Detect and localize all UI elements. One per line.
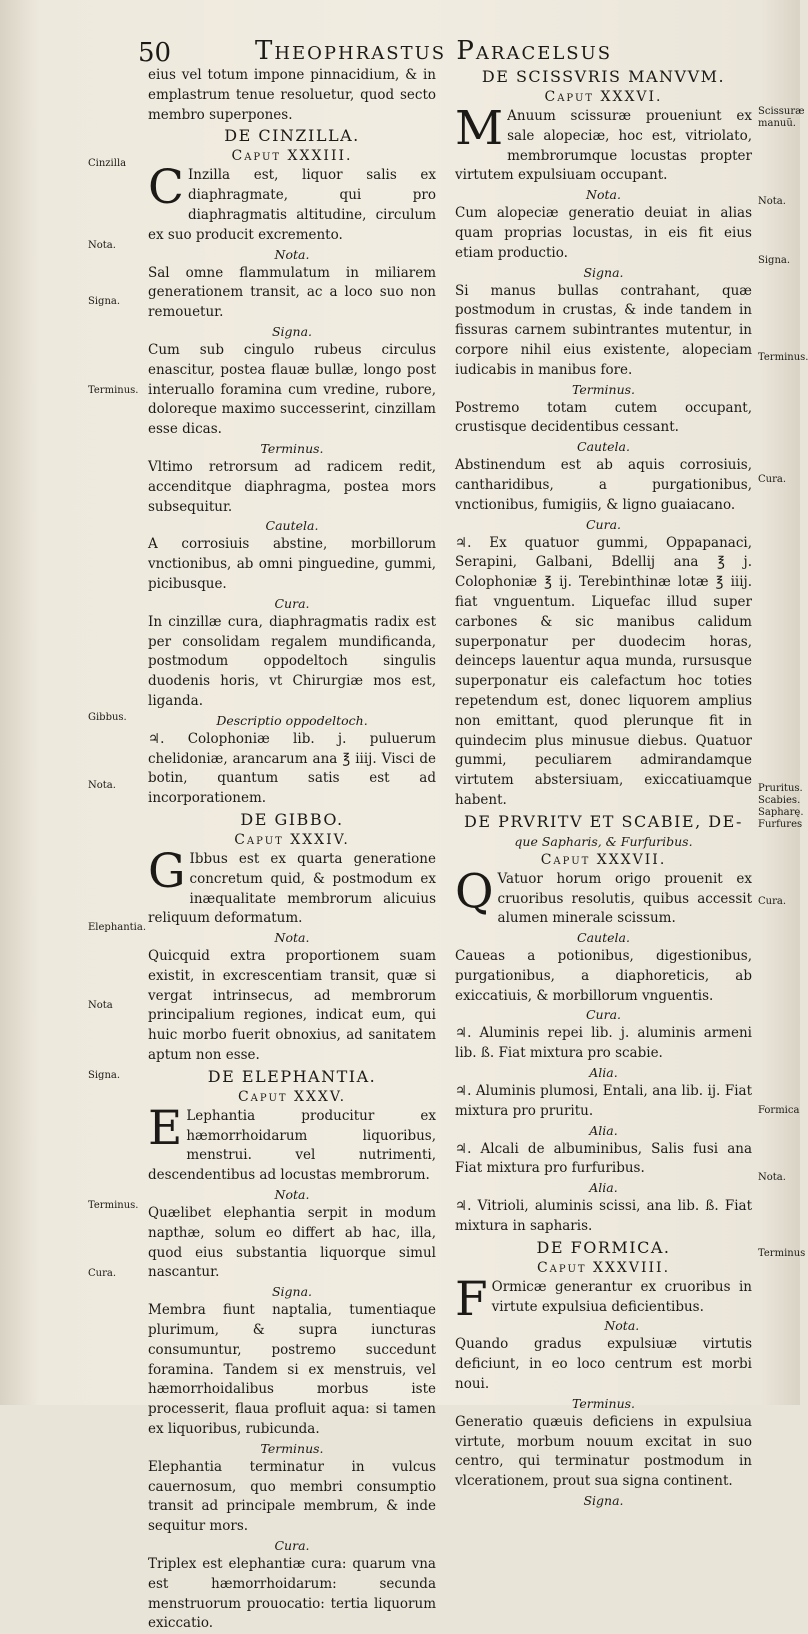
section-heading: DE FORMICA. <box>536 1237 671 1257</box>
subheading: Cautela. <box>577 930 630 946</box>
section-heading: DE SCISSVRIS MANVVM. <box>481 67 726 86</box>
marginal-note: Nota. <box>88 240 116 251</box>
paragraph: Abstinendum est ab aquis corrosiuis, cantharidibus, a purgationibus, vnctionibus, fumigiis, & ligno guaiacano. <box>455 457 752 513</box>
chapter-opening-paragraph <box>148 843 436 929</box>
subheading: Signa. <box>583 1493 624 1509</box>
drop-cap-initial: F <box>455 1271 488 1327</box>
paragraph: Cum alopeciæ generatio deuiat in alias quam proprias locustas, in eis fit eius etiam productio. <box>455 205 752 261</box>
page-header <box>0 30 800 70</box>
subheading: Nota. <box>274 1187 310 1203</box>
marginal-note: Signa. <box>88 1070 121 1081</box>
subheading: Cura. <box>274 1538 310 1554</box>
paragraph: Generatio quæuis deficiens in expulsiua virtute, morbum nouum excitat in suo centro, qui terminatur postmodum in vlcerationem, prout sua signa continent. <box>455 1413 752 1490</box>
marginal-note: Cura. <box>758 896 787 907</box>
paragraph: Quælibet elephantia serpit in modum napthæ, solum eo differt ab hac, illa, quod eius substantia liquorque simul nascantur. <box>148 1205 436 1281</box>
marginal-note: Elephantia. <box>88 922 147 933</box>
chapter-number: Caput XXXVII. <box>540 851 667 868</box>
paragraph: Quicquid extra proportionem suam existit, in excrescentiam transit, quæ si vergat intrinsecus, ad membrorum principalium regiones, indicat eum, qui huic morbo fuerit obnoxius, ad sanitatem aptum non esse. <box>148 948 436 1064</box>
marginal-note: Gibbus. <box>88 712 127 723</box>
paragraph: ♃. Vitrioli, aluminis scissi, ana lib. ß. Fiat mixtura in sapharis. <box>455 1198 752 1235</box>
left-column <box>148 66 436 1634</box>
marginal-note: Terminus <box>758 1248 806 1259</box>
subheading: Cura. <box>585 516 622 532</box>
page-number: 50 <box>138 38 172 68</box>
subheading: Nota. <box>586 187 621 203</box>
paragraph: Caueas a potionibus, digestionibus, purgationibus, a diaphoreticis, ab exiccatiuis, & morbillorum vnguentis. <box>455 948 752 1004</box>
subheading: Cura. <box>274 595 310 611</box>
paragraph: Triplex est elephantiæ cura: quarum vna est hæmorrhoidarum: secunda menstruorum prouocatio: tertia liquorum exiccatio. <box>148 1556 436 1632</box>
subheading: Terminus. <box>571 381 636 397</box>
paragraph: Quando gradus expulsiuæ virtutis deficiunt, in eo loco centrum est morbi noui. <box>455 1336 752 1393</box>
marginal-note: Nota. <box>758 196 786 207</box>
marginal-note: Signa. <box>758 255 791 266</box>
paragraph: Postremo totam cutem occupant, crustisque decidentibus cessant. <box>455 399 752 436</box>
heading-continuation: que Sapharis, & Furfuribus. <box>514 833 693 849</box>
marginal-note: Nota <box>88 1000 113 1011</box>
marginal-note: Pruritus. Scabies. Sapharę. Furfures <box>758 783 804 830</box>
marginal-note: Formica <box>758 1105 800 1116</box>
paragraph-text: Lephantia producitur ex hæmorrhoidarum liquoribus, menstrui. vel nutrimenti, descendentibus ad locustas membrorum. <box>148 1107 436 1184</box>
chapter-opening-paragraph <box>148 1100 436 1186</box>
paragraph: In cinzillæ cura, diaphragmatis radix est per consolidam regalem mundificanda, postmodum oppodeltoch singulis duodenis horis, vt Chirurgiæ mos est, liganda. <box>148 613 436 709</box>
section-heading: DE ELEPHANTIA. <box>207 1066 377 1086</box>
paragraph: ♃. Ex quatuor gummi, Oppapanaci, Serapini, Galbani, Bdellij ana ℥ j. Colophoniæ ℥ ij. Terebinthinæ lotæ ℥ iiij. fiat vnguentum. Liquefac illud super carbones & sic manibus calidum superponatur per duodecim horas, deinceps lauentur aqua munda, rursusque superponatur eis calefactum hoc toties repetendum est, donec liquorem amplius non emittant, quod plerunque fit in quindecim plus minusue diebus. Quatuor gummi, peculiarem admirandamque virtutem abstersiuam, exiccatiuamque habent. <box>455 534 752 808</box>
chapter-number: Caput XXXVI. <box>544 89 663 105</box>
subheading: Terminus. <box>571 1395 636 1411</box>
marginal-note: Terminus. <box>88 385 139 396</box>
subheading: Descriptio oppodeltoch. <box>216 712 368 728</box>
paragraph: Vltimo retrorsum ad radicem redit, accenditque diaphragma, postea mors subsequitur. <box>148 458 436 515</box>
subheading: Signa. <box>271 323 313 339</box>
paragraph-text: Inzilla est, liquor salis ex diaphragmate, qui pro diaphragmatis altitudine, circulum ex suo producit excremento. <box>148 167 436 243</box>
subheading: Alia. <box>589 1180 618 1196</box>
drop-cap-initial: C <box>148 160 184 216</box>
subheading: Terminus. <box>260 440 324 456</box>
marginal-note: Nota. <box>758 1172 786 1183</box>
marginal-note: Scissuræ manuũ. <box>758 106 805 129</box>
section-heading: DE GIBBO. <box>240 809 344 829</box>
paragraph: ♃. Alcali de albuminibus, Salis fusi ana Fiat mixtura pro furfuribus. <box>455 1140 752 1177</box>
subheading: Alia. <box>589 1122 618 1138</box>
marginal-note: Cura. <box>758 474 787 485</box>
subheading: Nota. <box>604 1318 640 1334</box>
marginal-note: Cura. <box>88 1268 117 1279</box>
chapter-opening-paragraph <box>455 101 752 186</box>
drop-cap-initial: E <box>148 1100 183 1156</box>
subheading: Terminus. <box>260 1440 324 1456</box>
paragraph: ♃. Aluminis plumosi, Entali, ana lib. ij. Fiat mixtura pro pruritu. <box>455 1083 752 1119</box>
paragraph: Cum sub cingulo rubeus circulus enascitur, postea flauæ bullæ, longo post interuallo foramina cum vredine, rubore, doloreque maximo successerint, cinzillam esse dicas. <box>148 341 436 438</box>
marginal-note: Signa. <box>88 296 121 307</box>
chapter-opening-paragraph <box>148 160 436 245</box>
chapter-number: Caput XXXVIII. <box>536 1259 671 1276</box>
marginal-note: Nota. <box>88 780 116 791</box>
subheading: Cautela. <box>265 518 319 534</box>
paragraph-text: Ibbus est ex quarta generatione concretum quid, & postmodum ex inæqualitate membrorum alicuius reliquum deformatum. <box>148 850 436 927</box>
drop-cap-initial: G <box>148 843 186 899</box>
paragraph: Sal omne flammulatum in miliarem generationem transit, ac a loco suo non remouetur. <box>148 264 436 321</box>
right-column <box>455 66 752 1510</box>
section-heading: DE CINZILLA. <box>224 126 360 146</box>
subheading: Signa. <box>583 264 624 280</box>
chapter-number: Caput XXXIII. <box>231 148 353 165</box>
paragraph: eius vel totum impone pinnacidium, & in emplastrum tenue resoluetur, quod secto membro superpones. <box>148 67 436 123</box>
paragraph: ♃. Colophoniæ lib. j. puluerum chelidoniæ, arancarum ana ℥ iiij. Visci de botin, quantum satis est ad incorporationem. <box>148 730 436 807</box>
marginal-note: Cinzilla <box>88 158 127 169</box>
marginal-note: Terminus. <box>88 1200 139 1211</box>
running-head: Theophrastus Paracelsus <box>255 36 613 66</box>
chapter-opening-paragraph <box>455 863 752 929</box>
paragraph-text: Ormicæ generantur ex cruoribus in virtute expulsiua deficientibus. <box>491 1278 752 1315</box>
paragraph: ♃. Aluminis repei lib. j. aluminis armeni lib. ß. Fiat mixtura pro scabie. <box>455 1025 752 1062</box>
drop-cap-initial: M <box>455 101 504 156</box>
subheading: Signa. <box>271 1284 313 1300</box>
marginal-note: Terminus. <box>758 352 808 363</box>
subheading: Cautela. <box>577 439 630 455</box>
paragraph-text: Vatuor horum origo prouenit ex cruoribus resolutis, quibus accessit alumen minerale scissum. <box>497 870 752 927</box>
paragraph: Si manus bullas contrahant, quæ postmodum in crustas, & inde tandem in fissuras carnem subintrantes mutentur, in corpore nihil eius existente, alopeciam iudicabis in manibus fore. <box>455 282 752 378</box>
subheading: Cura. <box>585 1007 622 1023</box>
subheading: Alia. <box>589 1065 618 1081</box>
section-heading: DE PRVRITV ET SCABIE, DE- <box>464 811 743 831</box>
paragraph: Elephantia terminatur in vulcus cauernosum, quo membri consumptio transit ad principale membrum, & inde sequitur mors. <box>148 1458 436 1535</box>
paragraph-text: Anuum scissuræ proueniunt ex sale alopeciæ, hoc est, vitriolato, membrorumque locustas propter virtutem expulsiuam occupant. <box>455 108 752 184</box>
chapter-number: Caput XXXV. <box>237 1088 347 1105</box>
paragraph: Membra fiunt naptalia, tumentiaque plurimum, & supra iuncturas consumuntur, postremo succedunt foramina. Tandem si ex menstruis, vel hæmorrhoidalibus morbus iste processerit, flaua profluit aqua: si tamen ex liquoribus, rubicunda. <box>148 1302 436 1438</box>
subheading: Nota. <box>274 246 310 262</box>
subheading: Nota. <box>274 930 310 946</box>
chapter-number: Caput XXXIV. <box>234 831 350 848</box>
drop-cap-initial: Q <box>455 863 494 919</box>
paragraph: A corrosiuis abstine, morbillorum vnctionibus, ab omni pinguedine, gummi, picibusque. <box>148 536 436 592</box>
